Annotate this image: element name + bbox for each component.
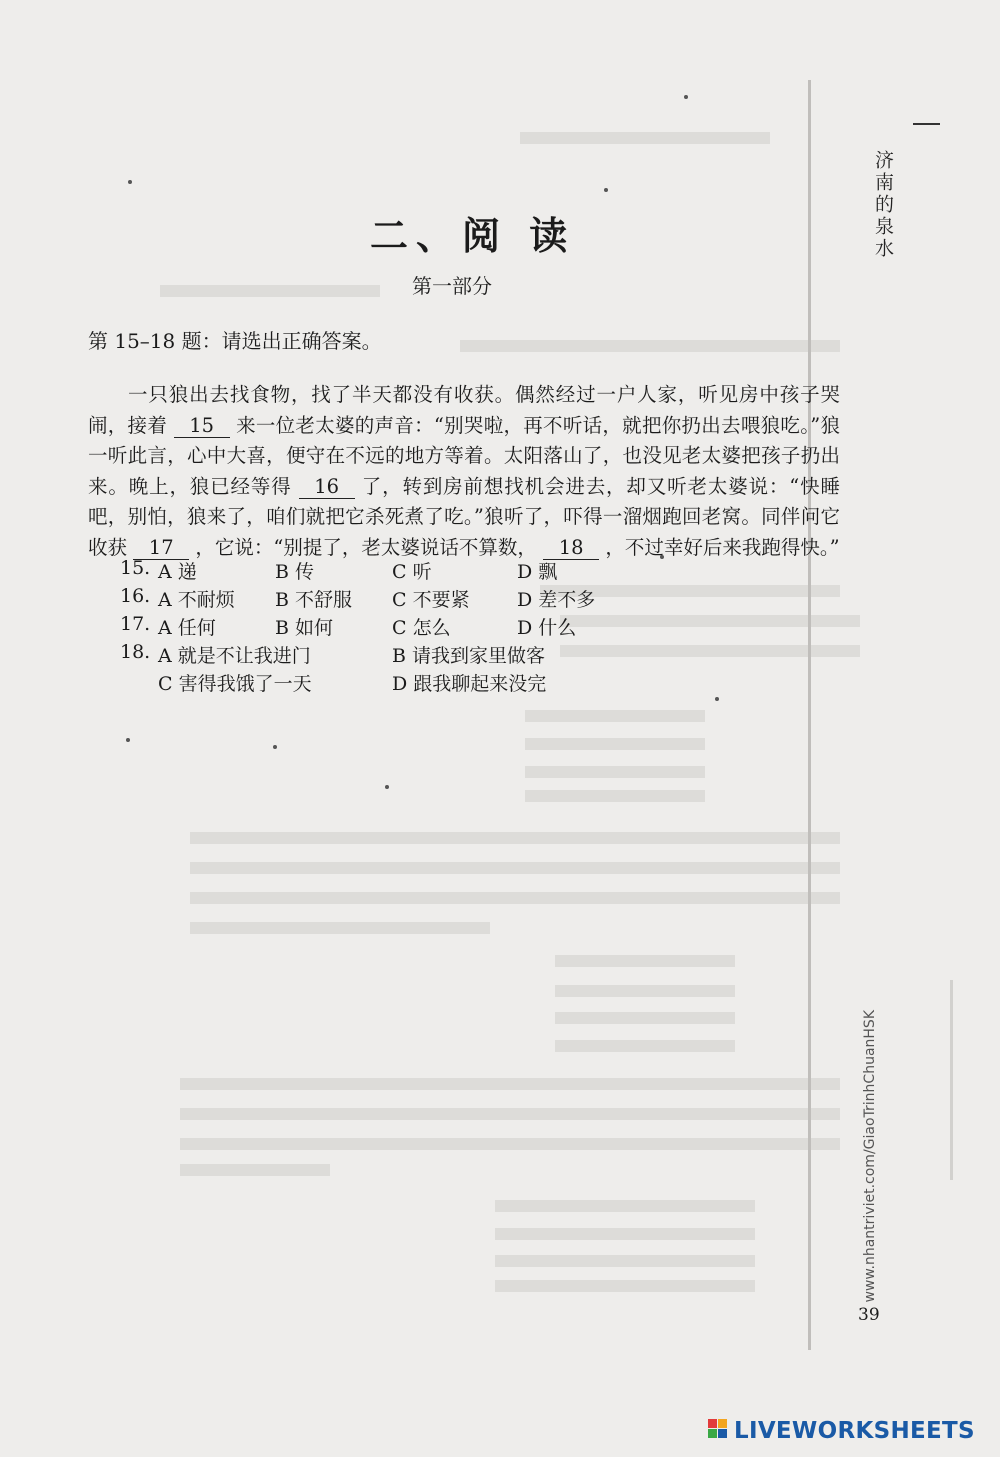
bleed-through-line <box>190 862 840 874</box>
bleed-through-line <box>495 1280 755 1292</box>
question-number: 15. <box>120 557 151 579</box>
bleed-through-header <box>520 132 770 144</box>
bleed-through-line <box>190 832 840 844</box>
bleed-through-line <box>525 710 705 722</box>
bleed-through-line <box>180 1108 840 1120</box>
option-d[interactable]: D 跟我聊起来没完 <box>392 673 547 695</box>
passage-text: 了，转到房前想找机会进去，却又听老太婆说：“快睡吧，别怕，狼来了，咱们就把它杀死煮了吃。”狼听了，吓得一溜烟跑回老窝。同伴问它收获 <box>88 474 840 559</box>
liveworksheets-logo[interactable] <box>708 1416 975 1446</box>
option-c[interactable]: C 不要紧 <box>392 589 470 611</box>
section-title: 二、阅 读 <box>370 213 576 258</box>
option-b[interactable]: B 请我到家里做客 <box>392 645 546 667</box>
bleed-through-line <box>160 285 380 297</box>
option-a[interactable]: A 递 <box>158 561 197 583</box>
option-d[interactable]: D 飘 <box>517 561 558 583</box>
question-number: 16. <box>120 585 151 607</box>
scan-speck <box>684 95 688 99</box>
page-number: 39 <box>858 1305 880 1325</box>
bleed-through-line <box>190 892 840 904</box>
bleed-through-line <box>555 1040 735 1052</box>
blank-16[interactable]: 16 <box>299 476 355 499</box>
bleed-through-line <box>555 985 735 997</box>
section-subtitle: 第一部分 <box>412 274 492 298</box>
option-c[interactable]: C 害得我饿了一天 <box>158 673 312 695</box>
scan-speck <box>126 738 130 742</box>
answer-options <box>120 557 640 697</box>
bleed-through-line <box>525 766 705 778</box>
scan-speck <box>715 697 719 701</box>
bleed-through-line <box>495 1255 755 1267</box>
bleed-through-line <box>495 1200 755 1212</box>
option-d[interactable]: D 差不多 <box>517 589 596 611</box>
bleed-through-line <box>525 790 705 802</box>
scan-speck <box>604 188 608 192</box>
option-a[interactable]: A 任何 <box>158 617 216 639</box>
blank-17[interactable]: 17 <box>133 537 189 560</box>
margin-rule <box>950 980 953 1180</box>
bleed-through-line <box>525 738 705 750</box>
chapter-marker-dash <box>913 123 940 125</box>
option-d[interactable]: D 什么 <box>517 617 577 639</box>
scan-speck <box>273 745 277 749</box>
question-number: 18. <box>120 641 151 663</box>
scan-speck <box>128 180 132 184</box>
blank-18[interactable]: 18 <box>543 537 599 560</box>
option-a[interactable]: A 不耐烦 <box>158 589 235 611</box>
reading-passage <box>88 380 840 563</box>
chapter-title: 济南的泉水 <box>872 150 894 260</box>
option-a[interactable]: A 就是不让我进门 <box>158 645 311 667</box>
url-watermark: www.nhantriviet.com/GiaoTrinhChuanHSK <box>862 1010 878 1303</box>
bleed-through-line <box>180 1138 840 1150</box>
blank-15[interactable]: 15 <box>174 415 230 438</box>
scan-speck <box>385 785 389 789</box>
bleed-through-line <box>180 1078 840 1090</box>
logo-icon <box>708 1419 728 1443</box>
bleed-through-line <box>555 1012 735 1024</box>
bleed-through-line <box>495 1228 755 1240</box>
option-c[interactable]: C 听 <box>392 561 432 583</box>
question-row-16 <box>120 585 640 613</box>
option-b[interactable]: B 传 <box>275 561 315 583</box>
question-number: 17. <box>120 613 151 635</box>
passage-text: ，它说：“别提了，老太婆说话不算数， <box>195 535 537 559</box>
question-row-18 <box>120 641 640 669</box>
option-b[interactable]: B 如何 <box>275 617 334 639</box>
question-instruction: 第 15–18 题：请选出正确答案。 <box>88 329 382 353</box>
option-b[interactable]: B 不舒服 <box>275 589 353 611</box>
bleed-through-line <box>190 922 490 934</box>
passage-text: 一只狼出去找食物，找了半天都没有收获。偶然经过一户人家，听见房中孩子哭闹，接着 <box>88 383 840 437</box>
passage-text: ，不过幸好后来我跑得快。” <box>605 535 840 559</box>
question-row-15 <box>120 557 640 585</box>
bleed-through-line <box>460 340 840 352</box>
question-row-18-cont <box>120 669 640 697</box>
passage-text: 来一位老太婆的声音：“别哭啦，再不听话，就把你扔出去喂狼吃。”狼一听此言，心中大喜，便守在不远的地方等着。太阳落山了，也没见老太婆把孩子扔出来。晚上，狼已经等得 <box>88 413 840 498</box>
bleed-through-line <box>180 1164 330 1176</box>
bleed-through-line <box>555 955 735 967</box>
brand-name: LIVEWORKSHEETS <box>734 1418 975 1444</box>
margin-rule <box>808 80 811 1350</box>
question-row-17 <box>120 613 640 641</box>
option-c[interactable]: C 怎么 <box>392 617 451 639</box>
